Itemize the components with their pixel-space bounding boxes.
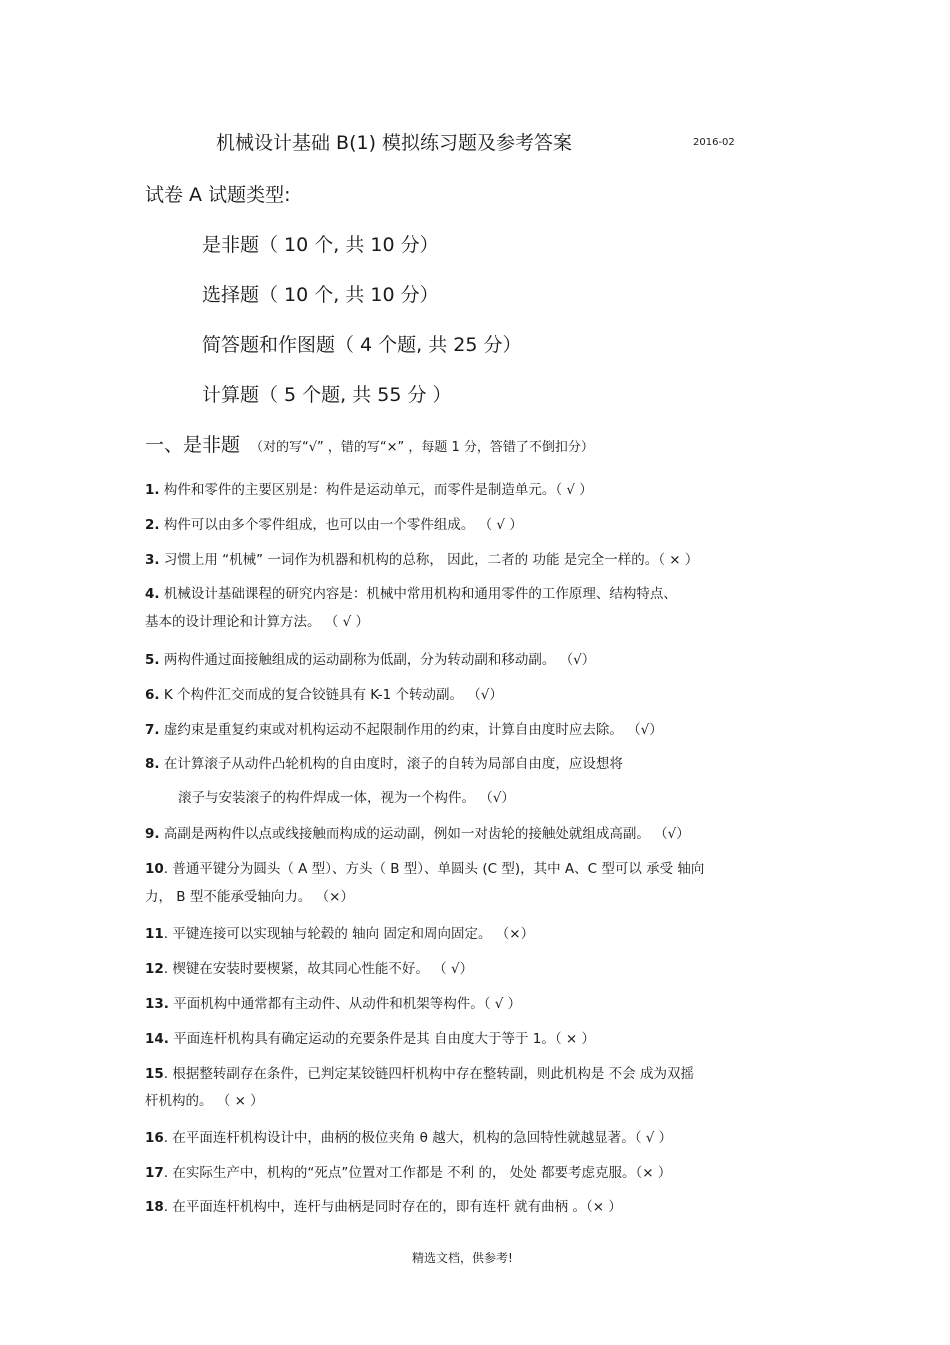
question-line — [178, 786, 515, 806]
question-line — [145, 478, 593, 498]
question-text: . 平键连接可以实现轴与轮毂的 轴向 固定和周向固定。 （×） — [163, 926, 535, 942]
question-number: 5. — [145, 652, 160, 668]
question-number: 18 — [145, 1199, 164, 1215]
question-number: 15 — [145, 1066, 164, 1082]
question-text: . 在平面连杆机构设计中，曲柄的极位夹角 θ 越大，机构的急回特性就越显著。（ √ ） — [163, 1130, 673, 1146]
question-number: 17 — [145, 1165, 164, 1181]
question-text: 平面连杆机构具有确定运动的充要条件是其 自由度大于等于 1。（ × ） — [168, 1031, 596, 1047]
question-text: 高副是两构件以点或线接触而构成的运动副，例如一对齿轮的接触处就组成高副。 （√） — [159, 826, 690, 842]
question-text: . 在实际生产中，机构的“死点”位置对工作都是 不利 的， 处处 都要考虑克服。（× ） — [163, 1165, 672, 1181]
section-note: （对的写“√” ，错的写“×” ，每题 1 分，答错了不倒扣分） — [250, 440, 594, 455]
question-number: 11 — [145, 926, 164, 942]
question-line — [145, 957, 473, 977]
page-footer: 精选文档，供参考! — [412, 1251, 513, 1265]
question-line — [145, 683, 503, 703]
question-number: 16 — [145, 1130, 164, 1146]
section-heading — [145, 430, 594, 457]
question-text: 两构件通过面接触组成的运动副称为低副，分为转动副和移动副。 （√） — [159, 652, 596, 668]
section-title: 一、是非题 — [145, 434, 241, 456]
question-line — [145, 857, 704, 877]
question-number: 13. — [145, 996, 169, 1012]
question-number: 3. — [145, 552, 160, 568]
question-text: 滚子与安装滚子的构件焊成一体，视为一个构件。 （√） — [178, 790, 515, 806]
question-number: 8. — [145, 756, 160, 772]
question-line — [145, 610, 369, 630]
question-text: 杆机构的。 （ × ） — [145, 1093, 264, 1109]
question-line — [145, 1161, 671, 1181]
question-line — [145, 513, 523, 533]
question-number: 9. — [145, 826, 160, 842]
question-line — [145, 922, 534, 942]
question-number: 12 — [145, 961, 164, 977]
question-type-item: 简答题和作图题（ 4 个题, 共 25 分） — [202, 334, 522, 356]
question-number: 1. — [145, 482, 160, 498]
question-type-item: 计算题（ 5 个题, 共 55 分 ） — [202, 384, 452, 406]
question-text: . 根据整转副存在条件，已判定某铰链四杆机构中存在整转副，则此机构是 不会 成为双摇 — [163, 1066, 694, 1082]
question-type-item: 是非题（ 10 个, 共 10 分） — [202, 234, 439, 256]
question-text: 构件可以由多个零件组成，也可以由一个零件组成。 （ √ ） — [159, 517, 523, 533]
question-line — [145, 1089, 264, 1109]
question-line — [145, 822, 690, 842]
question-line — [145, 992, 521, 1012]
question-text: 虚约束是重复约束或对机构运动不起限制作用的约束，计算自由度时应去除。 （√） — [159, 722, 663, 738]
question-number: 2. — [145, 517, 160, 533]
question-text: 力， B 型不能承受轴向力。 （×） — [145, 889, 354, 905]
question-line — [145, 1027, 595, 1047]
question-line — [145, 1195, 622, 1215]
question-line — [145, 718, 663, 738]
question-text: . 在平面连杆机构中，连杆与曲柄是同时存在的，即有连杆 就有曲柄 。（× ） — [163, 1199, 622, 1215]
question-text: . 普通平键分为圆头（ A 型）、方头（ B 型）、单圆头 (C 型)，其中 A、C 型可以 承受 轴向 — [163, 861, 705, 877]
question-line — [145, 752, 623, 772]
question-line — [145, 548, 698, 568]
question-text: 机械设计基础课程的研究内容是：机械中常用机构和通用零件的工作原理、结构特点、 — [159, 586, 677, 602]
question-number: 4. — [145, 586, 160, 602]
question-text: . 楔键在安装时要楔紧，故其同心性能不好。 （ √） — [163, 961, 474, 977]
question-line — [145, 582, 677, 602]
question-text: 在计算滚子从动件凸轮机构的自由度时，滚子的自转为局部自由度，应设想将 — [159, 756, 623, 772]
question-line — [145, 1062, 694, 1082]
exam-type-heading: 试卷 A 试题类型: — [145, 184, 291, 206]
question-text: 习惯上用 “机械” 一词作为机器和机构的总称， 因此，二者的 功能 是完全一样的。（ × ） — [159, 552, 699, 568]
question-text: 基本的设计理论和计算方法。 （ √ ） — [145, 614, 369, 630]
question-text: 平面机构中通常都有主动件、从动件和机架等构件。（ √ ） — [168, 996, 522, 1012]
question-number: 10 — [145, 861, 164, 877]
question-type-item: 选择题（ 10 个, 共 10 分） — [202, 284, 439, 306]
question-line — [145, 648, 595, 668]
question-number: 7. — [145, 722, 160, 738]
question-number: 14. — [145, 1031, 169, 1047]
document-title: 机械设计基础 B(1) 模拟练习题及参考答案 — [216, 132, 573, 154]
document-date: 2016-02 — [693, 137, 735, 148]
question-number: 6. — [145, 687, 160, 703]
question-text: 构件和零件的主要区别是：构件是运动单元，而零件是制造单元。（ √ ） — [159, 482, 593, 498]
question-text: K 个构件汇交而成的复合铰链具有 K-1 个转动副。 （√） — [159, 687, 503, 703]
question-line — [145, 885, 354, 905]
question-line — [145, 1126, 672, 1146]
